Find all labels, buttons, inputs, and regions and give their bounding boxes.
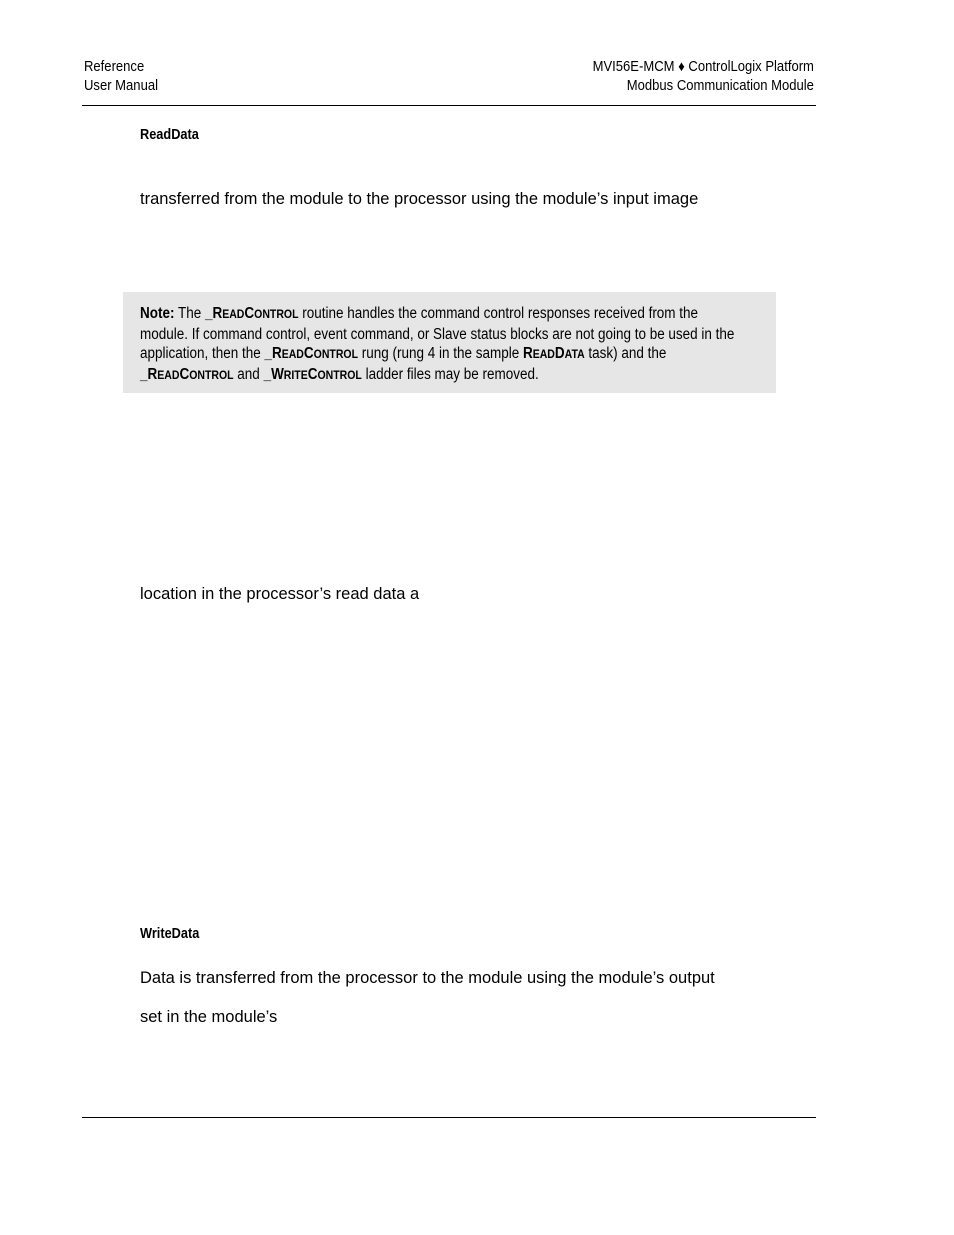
writedata-paragraph-1: Data is transferred from the processor to the module using the module’s output — [140, 969, 715, 987]
readcontrol-term: _READCONTROL — [264, 345, 359, 362]
header-product-title: MVI56E-MCM ♦ ControlLogix Platform — [592, 59, 814, 75]
readdata-paragraph-1: transferred from the module to the processor using the module’s input image — [140, 190, 699, 208]
writedata-paragraph-2: set in the module’s — [140, 1008, 278, 1026]
readcontrol-term: _READCONTROL — [140, 365, 234, 383]
header-product-subtitle: Modbus Communication Module — [626, 78, 814, 94]
header-user-manual: User Manual — [84, 78, 158, 94]
header-left — [84, 58, 158, 96]
header-divider — [82, 105, 816, 106]
note-text: Note: The _READCONTROL routine handles the command control responses received from the module. If command control, event command, or Slave status blocks are not going to be used in the application, then the _READCONTROL rung (rung 4 in the sample READDATA task) and the _READCONTROL and _WRITECONTROL ladder files may be removed. — [140, 305, 735, 383]
note-label: Note: — [140, 305, 175, 322]
readdata-paragraph-2: location in the processor’s read data a — [140, 585, 420, 603]
writecontrol-term: _WRITECONTROL — [263, 365, 362, 383]
header-right — [593, 58, 814, 96]
writedata-heading: WriteData — [140, 926, 200, 942]
readdata-heading: ReadData — [140, 127, 199, 143]
readcontrol-term: _READCONTROL — [204, 305, 299, 322]
header-reference: Reference — [84, 59, 145, 75]
readdata-term: READDATA — [522, 345, 585, 362]
footer-divider — [82, 1117, 816, 1118]
